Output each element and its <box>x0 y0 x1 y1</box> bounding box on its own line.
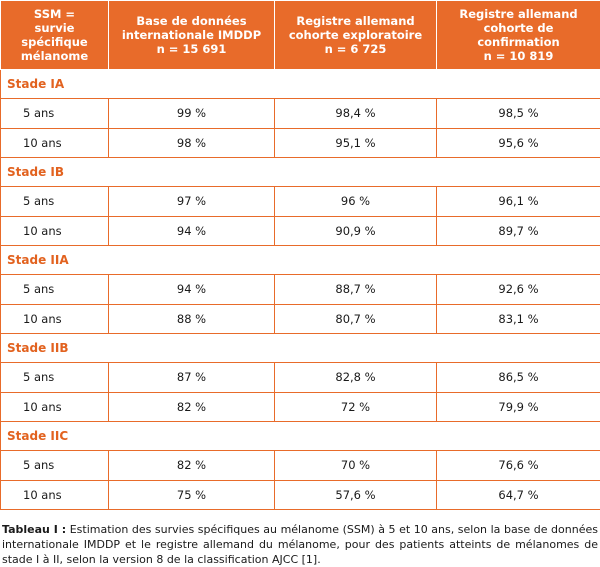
table-row <box>1 480 600 510</box>
table-row <box>1 275 600 305</box>
table-cell: 88 % <box>109 304 275 334</box>
caption-label: Tableau I : <box>2 523 66 536</box>
column-header-line: cohorte de confirmation <box>441 21 596 49</box>
table-cell: 98,4 % <box>275 99 437 129</box>
table-cell: 76,6 % <box>437 451 600 481</box>
table-cell: 94 % <box>109 275 275 305</box>
table-cell: 87 % <box>109 363 275 393</box>
table-cell: 82,8 % <box>275 363 437 393</box>
row-label: 5 ans <box>1 275 109 305</box>
stage-label: Stade IIA <box>1 246 600 275</box>
column-header-line: n = 15 691 <box>113 42 270 56</box>
stage-row <box>1 70 600 99</box>
table-row <box>1 304 600 334</box>
column-header-line: Registre allemand <box>279 14 432 28</box>
row-label: 5 ans <box>1 451 109 481</box>
table-cell: 70 % <box>275 451 437 481</box>
column-header-line: Registre allemand <box>441 7 596 21</box>
column-header-line: spécifique <box>5 35 104 49</box>
table-cell: 96 % <box>275 187 437 217</box>
table-cell: 95,6 % <box>437 128 600 158</box>
table-caption <box>0 522 600 567</box>
table-cell: 98,5 % <box>437 99 600 129</box>
column-header <box>1 1 109 70</box>
row-label: 10 ans <box>1 216 109 246</box>
stage-row <box>1 334 600 363</box>
row-label: 10 ans <box>1 128 109 158</box>
row-label: 5 ans <box>1 99 109 129</box>
stage-label: Stade IB <box>1 158 600 187</box>
column-header-line: mélanome <box>5 49 104 63</box>
table-body <box>1 70 600 510</box>
column-header <box>109 1 275 70</box>
table-cell: 92,6 % <box>437 275 600 305</box>
table-cell: 90,9 % <box>275 216 437 246</box>
header-row <box>1 1 600 70</box>
column-header-line: Base de données <box>113 14 270 28</box>
table-cell: 86,5 % <box>437 363 600 393</box>
table-cell: 79,9 % <box>437 392 600 422</box>
stage-label: Stade IIB <box>1 334 600 363</box>
stage-row <box>1 246 600 275</box>
table-header <box>1 1 600 70</box>
table-row <box>1 128 600 158</box>
table-cell: 98 % <box>109 128 275 158</box>
column-header-line: internationale IMDDP <box>113 28 270 42</box>
row-label: 5 ans <box>1 187 109 217</box>
column-header-line: n = 6 725 <box>279 42 432 56</box>
table-row <box>1 392 600 422</box>
table-row <box>1 99 600 129</box>
table-cell: 82 % <box>109 392 275 422</box>
table-cell: 72 % <box>275 392 437 422</box>
table-cell: 64,7 % <box>437 480 600 510</box>
table-cell: 96,1 % <box>437 187 600 217</box>
table-row <box>1 187 600 217</box>
table-cell: 89,7 % <box>437 216 600 246</box>
table-cell: 95,1 % <box>275 128 437 158</box>
table-row <box>1 216 600 246</box>
table-row <box>1 451 600 481</box>
column-header-line: cohorte exploratoire <box>279 28 432 42</box>
column-header <box>437 1 600 70</box>
row-label: 10 ans <box>1 480 109 510</box>
table-cell: 94 % <box>109 216 275 246</box>
table-row <box>1 363 600 393</box>
column-header-line: SSM = <box>5 7 104 21</box>
table-cell: 99 % <box>109 99 275 129</box>
stage-label: Stade IA <box>1 70 600 99</box>
table-cell: 75 % <box>109 480 275 510</box>
table-cell: 97 % <box>109 187 275 217</box>
caption-text: Estimation des survies spécifiques au mélanome (SSM) à 5 et 10 ans, selon la base de données internationale IMDDP et le registre allemand du mélanome, pour des patients atteints de mélanomes de stade I à II, selon la version 8 de la classification AJCC [1]. <box>2 523 598 566</box>
row-label: 5 ans <box>1 363 109 393</box>
table-cell: 80,7 % <box>275 304 437 334</box>
column-header-line: n = 10 819 <box>441 49 596 63</box>
stage-row <box>1 158 600 187</box>
table-cell: 83,1 % <box>437 304 600 334</box>
table-cell: 88,7 % <box>275 275 437 305</box>
stage-row <box>1 422 600 451</box>
column-header <box>275 1 437 70</box>
column-header-line: survie <box>5 21 104 35</box>
row-label: 10 ans <box>1 304 109 334</box>
stage-label: Stade IIC <box>1 422 600 451</box>
table-cell: 82 % <box>109 451 275 481</box>
table-cell: 57,6 % <box>275 480 437 510</box>
row-label: 10 ans <box>1 392 109 422</box>
